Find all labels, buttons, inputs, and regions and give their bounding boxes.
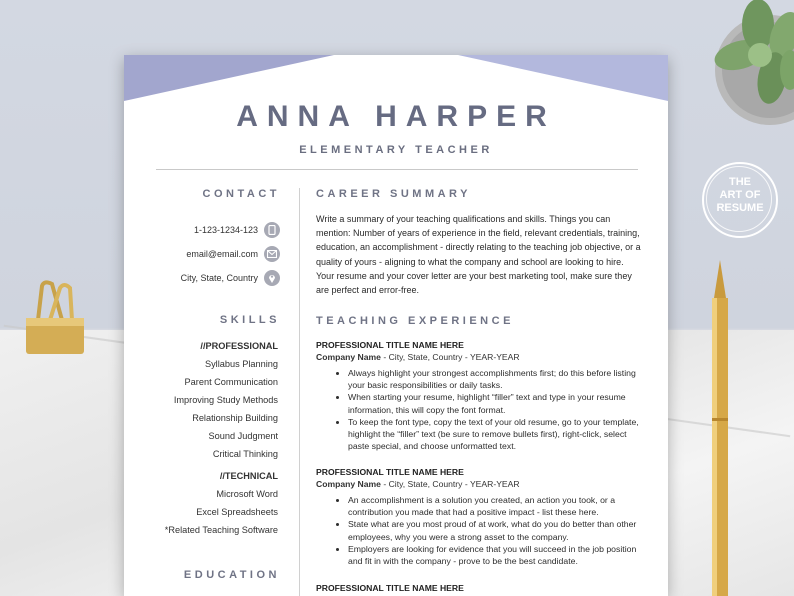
- location-pin-icon: [264, 270, 280, 286]
- teaching-experience-heading: TEACHING EXPERIENCE: [316, 315, 514, 327]
- contact-heading: CONTACT: [202, 188, 280, 200]
- art-of-resume-badge: [702, 162, 778, 238]
- skill-item: Syllabus Planning: [204, 359, 278, 369]
- job-company-line: [316, 351, 642, 363]
- candidate-title: ELEMENTARY TEACHER: [299, 144, 493, 156]
- gold-pen: [700, 258, 740, 596]
- phone-icon: [264, 222, 280, 238]
- company-name: Company Name: [316, 479, 381, 489]
- job-bullet: • To keep the font type, copy the text of your old resume, go to your template, highlight the “filler” text (be sure to remove bullets first), right-click, select paste special, and choose unformatted text.: [348, 416, 642, 453]
- skills-list: [165, 337, 278, 539]
- badge-line-1: THE: [729, 176, 751, 188]
- binder-clip: [22, 280, 88, 360]
- education-heading: EDUCATION: [183, 569, 280, 581]
- career-summary-text: Write a summary of your teaching qualifications and skills. Things you can mention: Number of years of experience in the field, relevant credentials, training, education, an accomplishment - directly relating to the teaching job objective, or a quality of yours - aligning to what the company and school are looking to hire. Your resume and your cover letter are your best marketing tool, make sure they are perfect and error-free.: [316, 214, 641, 296]
- contact-email-row: [186, 246, 280, 262]
- resume-page: [124, 55, 668, 596]
- job-details: - City, State, Country - YEAR-YEAR: [380, 352, 520, 362]
- job-company-line: [316, 478, 642, 490]
- job-bullet: • An accomplishment is a solution you created, an action you took, or a contribution you made that had a positive impact - list these here.: [348, 494, 642, 518]
- job-bullet: • Employers are looking for evidence that you will succeed in the job position and fit in with the company - prove to be the best candidate.: [348, 543, 642, 567]
- badge-line-3: RESUME: [716, 202, 764, 214]
- skill-item: Excel Spreadsheets: [196, 507, 278, 517]
- skill-item: Sound Judgment: [208, 431, 278, 441]
- skills-heading: SKILLS: [219, 314, 280, 326]
- job-bullet: • When starting your resume, highlight “filler” text and type in your resume information, this will copy the font format.: [348, 391, 642, 415]
- contact-phone: 1-123-1234-123: [193, 225, 258, 235]
- job-title: PROFESSIONAL TITLE NAME HERE: [316, 583, 464, 593]
- contact-phone-row: [194, 222, 280, 238]
- header-band: [124, 55, 668, 103]
- job-entry: [316, 582, 642, 594]
- job-entry: [316, 339, 642, 452]
- badge-text: [704, 176, 776, 215]
- job-bullets: [316, 367, 642, 452]
- skills-technical-heading: //TECHNICAL: [219, 471, 278, 481]
- succulent-plant: [700, 0, 794, 140]
- job-title: PROFESSIONAL TITLE NAME HERE: [316, 467, 464, 477]
- skill-item: Microsoft Word: [216, 489, 278, 499]
- contact-location: City, State, Country: [180, 273, 258, 283]
- job-bullet: • Always highlight your strongest accomplishments first; do this before listing your basic responsibilities or daily tasks.: [348, 367, 642, 391]
- skills-professional-heading: //PROFESSIONAL: [200, 341, 278, 351]
- contact-location-row: [181, 270, 280, 286]
- skill-item: Critical Thinking: [212, 449, 278, 459]
- career-summary-heading: CAREER SUMMARY: [316, 188, 471, 200]
- column-divider: [299, 188, 300, 596]
- candidate-name: ANNA HARPER: [236, 100, 556, 133]
- contact-email: email@email.com: [186, 249, 258, 259]
- job-title: PROFESSIONAL TITLE NAME HERE: [316, 340, 464, 350]
- skill-item: *Related Teaching Software: [164, 525, 278, 535]
- skill-item: Improving Study Methods: [173, 395, 278, 405]
- job-details: - City, State, Country - YEAR-YEAR: [380, 479, 520, 489]
- badge-line-2: ART OF: [719, 189, 761, 201]
- job-bullets: [316, 494, 642, 567]
- company-name: Company Name: [316, 352, 381, 362]
- header-divider: [156, 169, 638, 170]
- email-icon: [264, 246, 280, 262]
- job-entry: [316, 466, 642, 567]
- skill-item: Relationship Building: [192, 413, 278, 423]
- skill-item: Parent Communication: [184, 377, 278, 387]
- job-bullet: • State what are you most proud of at work, what do you do better than other employees, why you were a strong asset to the company.: [348, 518, 642, 542]
